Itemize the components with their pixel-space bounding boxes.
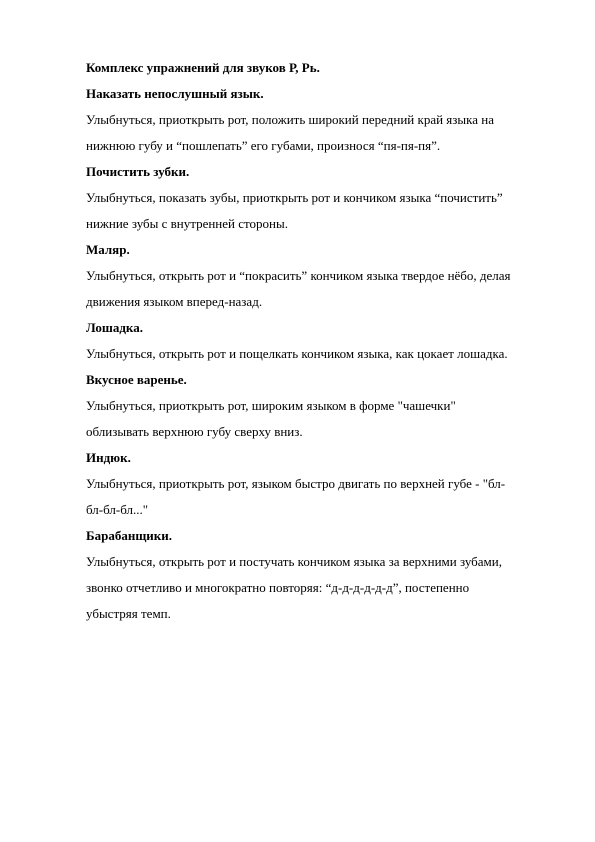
exercise-text-line: убыстряя темп.	[86, 606, 171, 621]
exercise-text-line: Улыбнуться, приоткрыть рот, положить широкий передний край языка на	[86, 112, 495, 127]
exercise-text-line: Улыбнуться, показать зубы, приоткрыть рот и кончиком языка “почистить”	[86, 190, 503, 205]
exercise-heading: Почистить зубки.	[86, 164, 190, 179]
exercise-text-line: звонко отчетливо и многократно повторяя: “д-д-д-д-д-д”, постепенно	[86, 580, 470, 595]
document-title: Комплекс упражнений для звуков Р, Рь.	[86, 60, 320, 75]
exercise-text-line: Улыбнуться, открыть рот и постучать кончиком языка за верхними зубами,	[86, 554, 502, 569]
exercise-heading: Лошадка.	[86, 320, 143, 335]
exercise-text-line: бл-бл-бл..."	[86, 502, 149, 517]
exercise-heading: Барабанщики.	[86, 528, 173, 543]
exercise-heading: Вкусное варенье.	[86, 372, 187, 387]
exercise-heading: Наказать непослушный язык.	[86, 86, 264, 101]
exercise-heading: Маляр.	[86, 242, 130, 257]
exercise-text-line: облизывать верхнюю губу сверху вниз.	[86, 424, 303, 439]
exercise-text-line: Улыбнуться, открыть рот и “покрасить” кончиком языка твердое нёбо, делая	[86, 268, 511, 283]
exercise-text-line: Улыбнуться, открыть рот и пощелкать кончиком языка, как цокает лошадка.	[86, 346, 508, 361]
exercise-text-line: Улыбнуться, приоткрыть рот, языком быстро двигать по верхней губе - "бл-	[86, 476, 506, 491]
exercise-text-line: нижнюю губу и “пошлепать” его губами, произнося “пя-пя-пя”.	[86, 138, 441, 153]
exercise-text-line: нижние зубы с внутренней стороны.	[86, 216, 288, 231]
document-page	[86, 55, 556, 627]
exercise-text-line: движения языком вперед-назад.	[86, 294, 263, 309]
exercise-heading: Индюк.	[86, 450, 131, 465]
exercise-text-line: Улыбнуться, приоткрыть рот, широким языком в форме "чашечки"	[86, 398, 456, 413]
